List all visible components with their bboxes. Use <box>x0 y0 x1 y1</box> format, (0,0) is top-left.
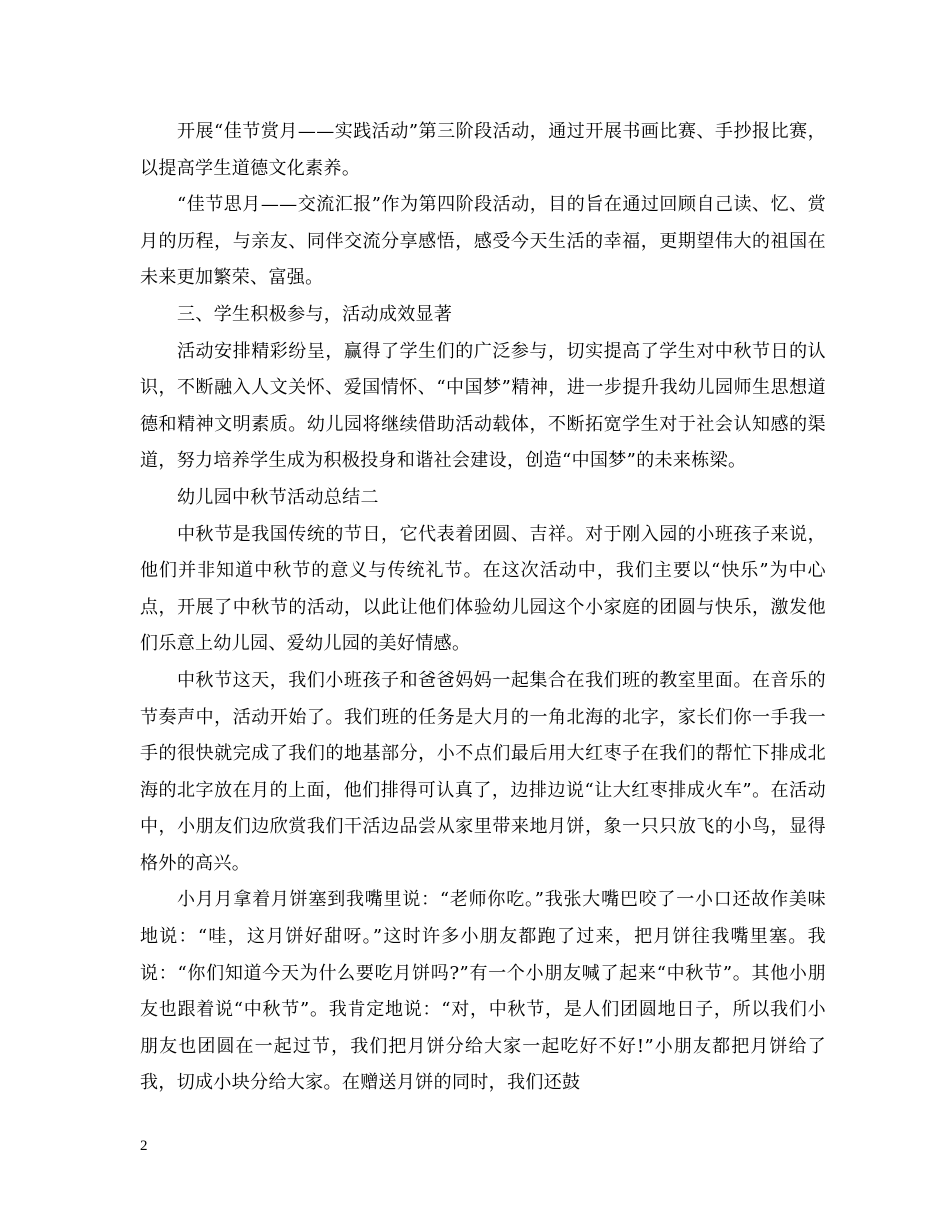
section-heading-summary-two: 幼儿园中秋节活动总结二 <box>177 486 379 508</box>
section-heading-results: 三、学生积极参与，活动成效显著 <box>177 303 453 325</box>
paragraph-stage-four: “佳节思月——交流汇报”作为第四阶段活动，目的旨在通过回顾自己读、忆、赏月的历程，与亲友、同伴交流分享感悟，感受今天生活的幸福，更期望伟大的祖国在未来更加繁荣、富强。 <box>140 194 826 289</box>
paragraph-festival-intro: 中秋节是我国传统的节日，它代表着团圆、吉祥。对于刚入园的小班孩子来说，他们并非知道中秋节的意义与传统礼节。在这次活动中，我们主要以“快乐”为中心点，开展了中秋节的活动，以此让他们体验幼儿园这个小家庭的团圆与快乐，激发他们乐意上幼儿园、爱幼儿园的美好情感。 <box>140 523 826 655</box>
paragraph-stage-three: 开展“佳节赏月——实践活动”第三阶段活动，通过开展书画比赛、手抄报比赛，以提高学生道德文化素养。 <box>140 121 826 179</box>
paragraph-festival-day: 中秋节这天，我们小班孩子和爸爸妈妈一起集合在我们班的教室里面。在音乐的节奏声中，活动开始了。我们班的任务是大月的一角北海的北字，家长们你一手我一手的很快就完成了我们的地基部分，小不点们最后用大红枣子在我们的帮忙下排成北海的北字放在月的上面，他们排得可认真了，边排边说“让大红枣排成火车”。在活动中，小朋友们边欣赏我们干活边品尝从家里带来地月饼，象一只只放飞的小鸟，显得格外的高兴。 <box>140 669 826 874</box>
paragraph-results: 活动安排精彩纷呈，赢得了学生们的广泛参与，切实提高了学生对中秋节日的认识，不断融入人文关怀、爱国情怀、“中国梦”精神，进一步提升我幼儿园师生思想道德和精神文明素质。幼儿园将继续借助活动载体，不断拓宽学生对于社会认知感的渠道，努力培养学生成为积极投身和谐社会建设，创造“中国梦”的未来栋梁。 <box>140 340 826 472</box>
page-number: 2 <box>140 1138 148 1154</box>
document-body <box>140 114 826 1102</box>
paragraph-mooncake-sharing: 小月月拿着月饼塞到我嘴里说：“老师你吃。”我张大嘴巴咬了一小口还故作美味地说：“哇，这月饼好甜呀。”这时许多小朋友都跑了过来，把月饼往我嘴里塞。我说：“你们知道今天为什么要吃月饼吗?”有一个小朋友喊了起来“中秋节”。其他小朋友也跟着说“中秋节”。我肯定地说：“对，中秋节，是人们团圆地日子，所以我们小朋友也团圆在一起过节，我们把月饼分给大家一起吃好不好!”小朋友都把月饼给了我，切成小块分给大家。在赠送月饼的同时，我们还鼓 <box>140 889 826 1094</box>
